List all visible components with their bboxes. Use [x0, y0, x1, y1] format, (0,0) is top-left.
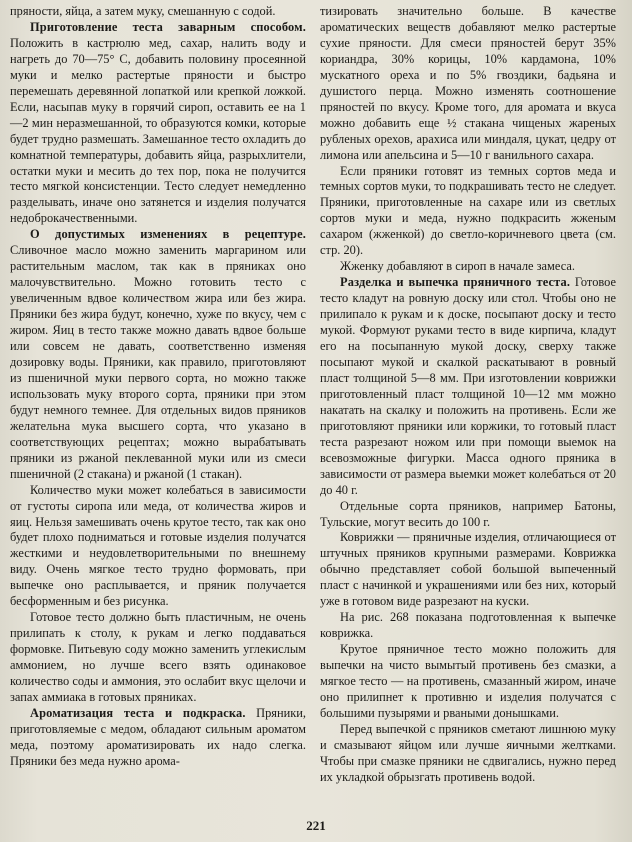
paragraph-text: Перед выпечкой с пряников сметают лишнюю муку и смазывают яйцом или лучше яичными желтками. Чтобы при смазке пряники не сдвигались, нужно перед их укладкой обрызгать противень водой.: [320, 721, 616, 784]
page-number: 221: [306, 818, 326, 833]
paragraph: [320, 722, 616, 786]
paragraph-text: Положить в кастрюлю мед, сахар, налить воду и нагреть до 70—75° С, добавить половину просеянной муки и мелко растертые пряности и быстро перемешать деревянной лопаткой или крепкой ложкой. Если, насыпав муку в горячий сироп, оставить ее на 1—2 мин неразмешанной, то образуются комки, которые будет трудно размешать. Замешанное тесто охладить до комнатной температуры, добавить яйца, разрыхлители, остатки муки и месить до тех пор, пока не получится тесто мягкой консистенции. Тесто следует немедленно разделывать, иначе оно затянется и изделия получатся недоброкачественными.: [10, 35, 306, 226]
paragraph: [320, 275, 616, 498]
paragraph-text: Готовое тесто кладут на ровную доску или стол. Чтобы оно не прилипало к рукам и к доске, посыпают доску и тесто мукой. Формуют руками тесто в виде кирпича, кладут его на посыпанную мукой доску, сверху также посыпают мукой и скалкой раскатывают в ровный пласт толщиной 5—8 мм. При изготовлении коврижки приготовленный пласт толщиной 10—12 мм можно накатать на скалку и положить на противень. Если же приготовляют пряники или коржики, то готовый пласт теста разрезают ножом или при помощи выемок на всевозможные фигурки. Масса одного пряника в зависимости от размера выемки может колебаться от 20 до 40 г.: [320, 275, 616, 497]
paragraph: [320, 164, 616, 260]
paragraph: [10, 227, 306, 482]
paragraph: [320, 642, 616, 722]
paragraph-text: Готовое тесто должно быть пластичным, не очень прилипать к столу, к рукам и легко поддаваться формовке. Питьевую соду можно заменить углекислым аммонием, но лучше всего взять одинаковое количество соды и аммония, это ослабит вкус щелочи и запах аммиака в готовых пряниках.: [10, 610, 306, 704]
paragraph: [320, 610, 616, 642]
paragraph-text: Коврижки — пряничные изделия, отличающиеся от штучных пряников крупными размерами. Коврижка обычно представляет собой большой выпеченный пласт с начинкой и украшениями или без них, который уже в готовом виде разрезают на куски.: [320, 530, 616, 609]
section-heading: Приготовление теста заварным способом.: [30, 19, 306, 34]
paragraph-text: тизировать значительно больше. В качестве ароматических веществ добавляют мелко растертые сухие пряности. Для смеси пряностей берут 35% кориандра, 30% корицы, 10% кардамона, 10% мускатного ореха и по 5% гвоздики, бадьяна и душистого перца. Можно изменять соотношение пряностей по вкусу. Кроме того, для аромата и вкуса можно добавить еще ½ стакана чищеных жареных рубленых орехов, арахиса или миндаля, цукат, цедру от лимона или апельсина и 5—10 г ванильного сахара.: [320, 4, 616, 162]
paragraph: [320, 499, 616, 531]
paragraph-text: Сливочное масло можно заменить маргарином или растительным маслом, так как в пряниках оно малочувствительно. Можно готовить тесто с увеличенным вдвое количеством жира или без жира. Пряники без жира будут, конечно, хуже по вкусу, чем с жиром. Яиц в тесто также можно давать вдвое больше или совсем не давать, соответственно изменяя дозировку воды. Пряники, как правило, приготовляют из пшеничной муки первого сорта, но можно также использовать муку второго сорта, пряники при этом будут немного темнее. Для отдельных видов пряников желательна мука высшего сорта, что указано в соответствующих рецептах; можно вырабатывать пряники из ржаной пеклеванной муки или из смеси пшеничной (2 стакана) и ржаной (1 стакан).: [10, 243, 306, 481]
right-column: [320, 4, 616, 786]
left-column: [10, 4, 306, 770]
section-heading: Ароматизация теста и подкраска.: [30, 705, 246, 720]
paragraph-text: Жженку добавляют в сироп в начале замеса.: [340, 259, 575, 274]
section-heading: Разделка и выпечка пряничного теста.: [340, 275, 571, 290]
paragraph: [10, 706, 306, 770]
paragraph: [320, 259, 616, 275]
section-heading: О допустимых изменениях в рецептуре.: [30, 227, 306, 242]
paragraph: [10, 610, 306, 706]
paragraph-text: Отдельные сорта пряников, например Батоны, Тульские, могут весить до 100 г.: [320, 498, 616, 529]
paragraph: [10, 483, 306, 611]
paragraph-text: Крутое пряничное тесто можно положить для выпечки на чисто вымытый противень без смазки, а мягкое тесто — на противень, смазанный жиром, иначе оно прилипнет к противню и изделия получатся с большими пузырями и рваными донышками.: [320, 642, 616, 720]
paragraph: [10, 20, 306, 227]
paragraph-text: Если пряники готовят из темных сортов меда и темных сортов муки, то подкрашивать тесто не следует. Пряники, приготовленные на сахаре или из светлых сортов муки и меда, нужно подкрасить жженым сахаром (жженкой) до светло-коричневого цвета (см. стр. 20).: [320, 163, 616, 258]
paragraph-text: пряности, яйца, а затем муку, смешанную с содой.: [10, 4, 276, 18]
paragraph-text: Пряники, приготовляемые с медом, обладают сильным ароматом меда, поэтому ароматизировать их надо слегка. Пряники без меда нужно арома-: [10, 705, 306, 768]
paragraph: [320, 530, 616, 610]
paragraph-text: На рис. 268 показана подготовленная к выпечке коврижка.: [320, 610, 616, 641]
paragraph: [10, 4, 306, 20]
paragraph-text: Количество муки может колебаться в зависимости от густоты сиропа или меда, от количества жиров и яиц. Нельзя замешивать очень крутое тесто, так как оно будет плохо подниматься и готовые изделия получатся жесткими и неудовлетворительными по внешнему виду. Очень мягкое тесто трудно формовать, при выпечке оно расплывается, и пряник получается бесформенным и без рисунка.: [10, 482, 306, 609]
paragraph: [320, 4, 616, 164]
